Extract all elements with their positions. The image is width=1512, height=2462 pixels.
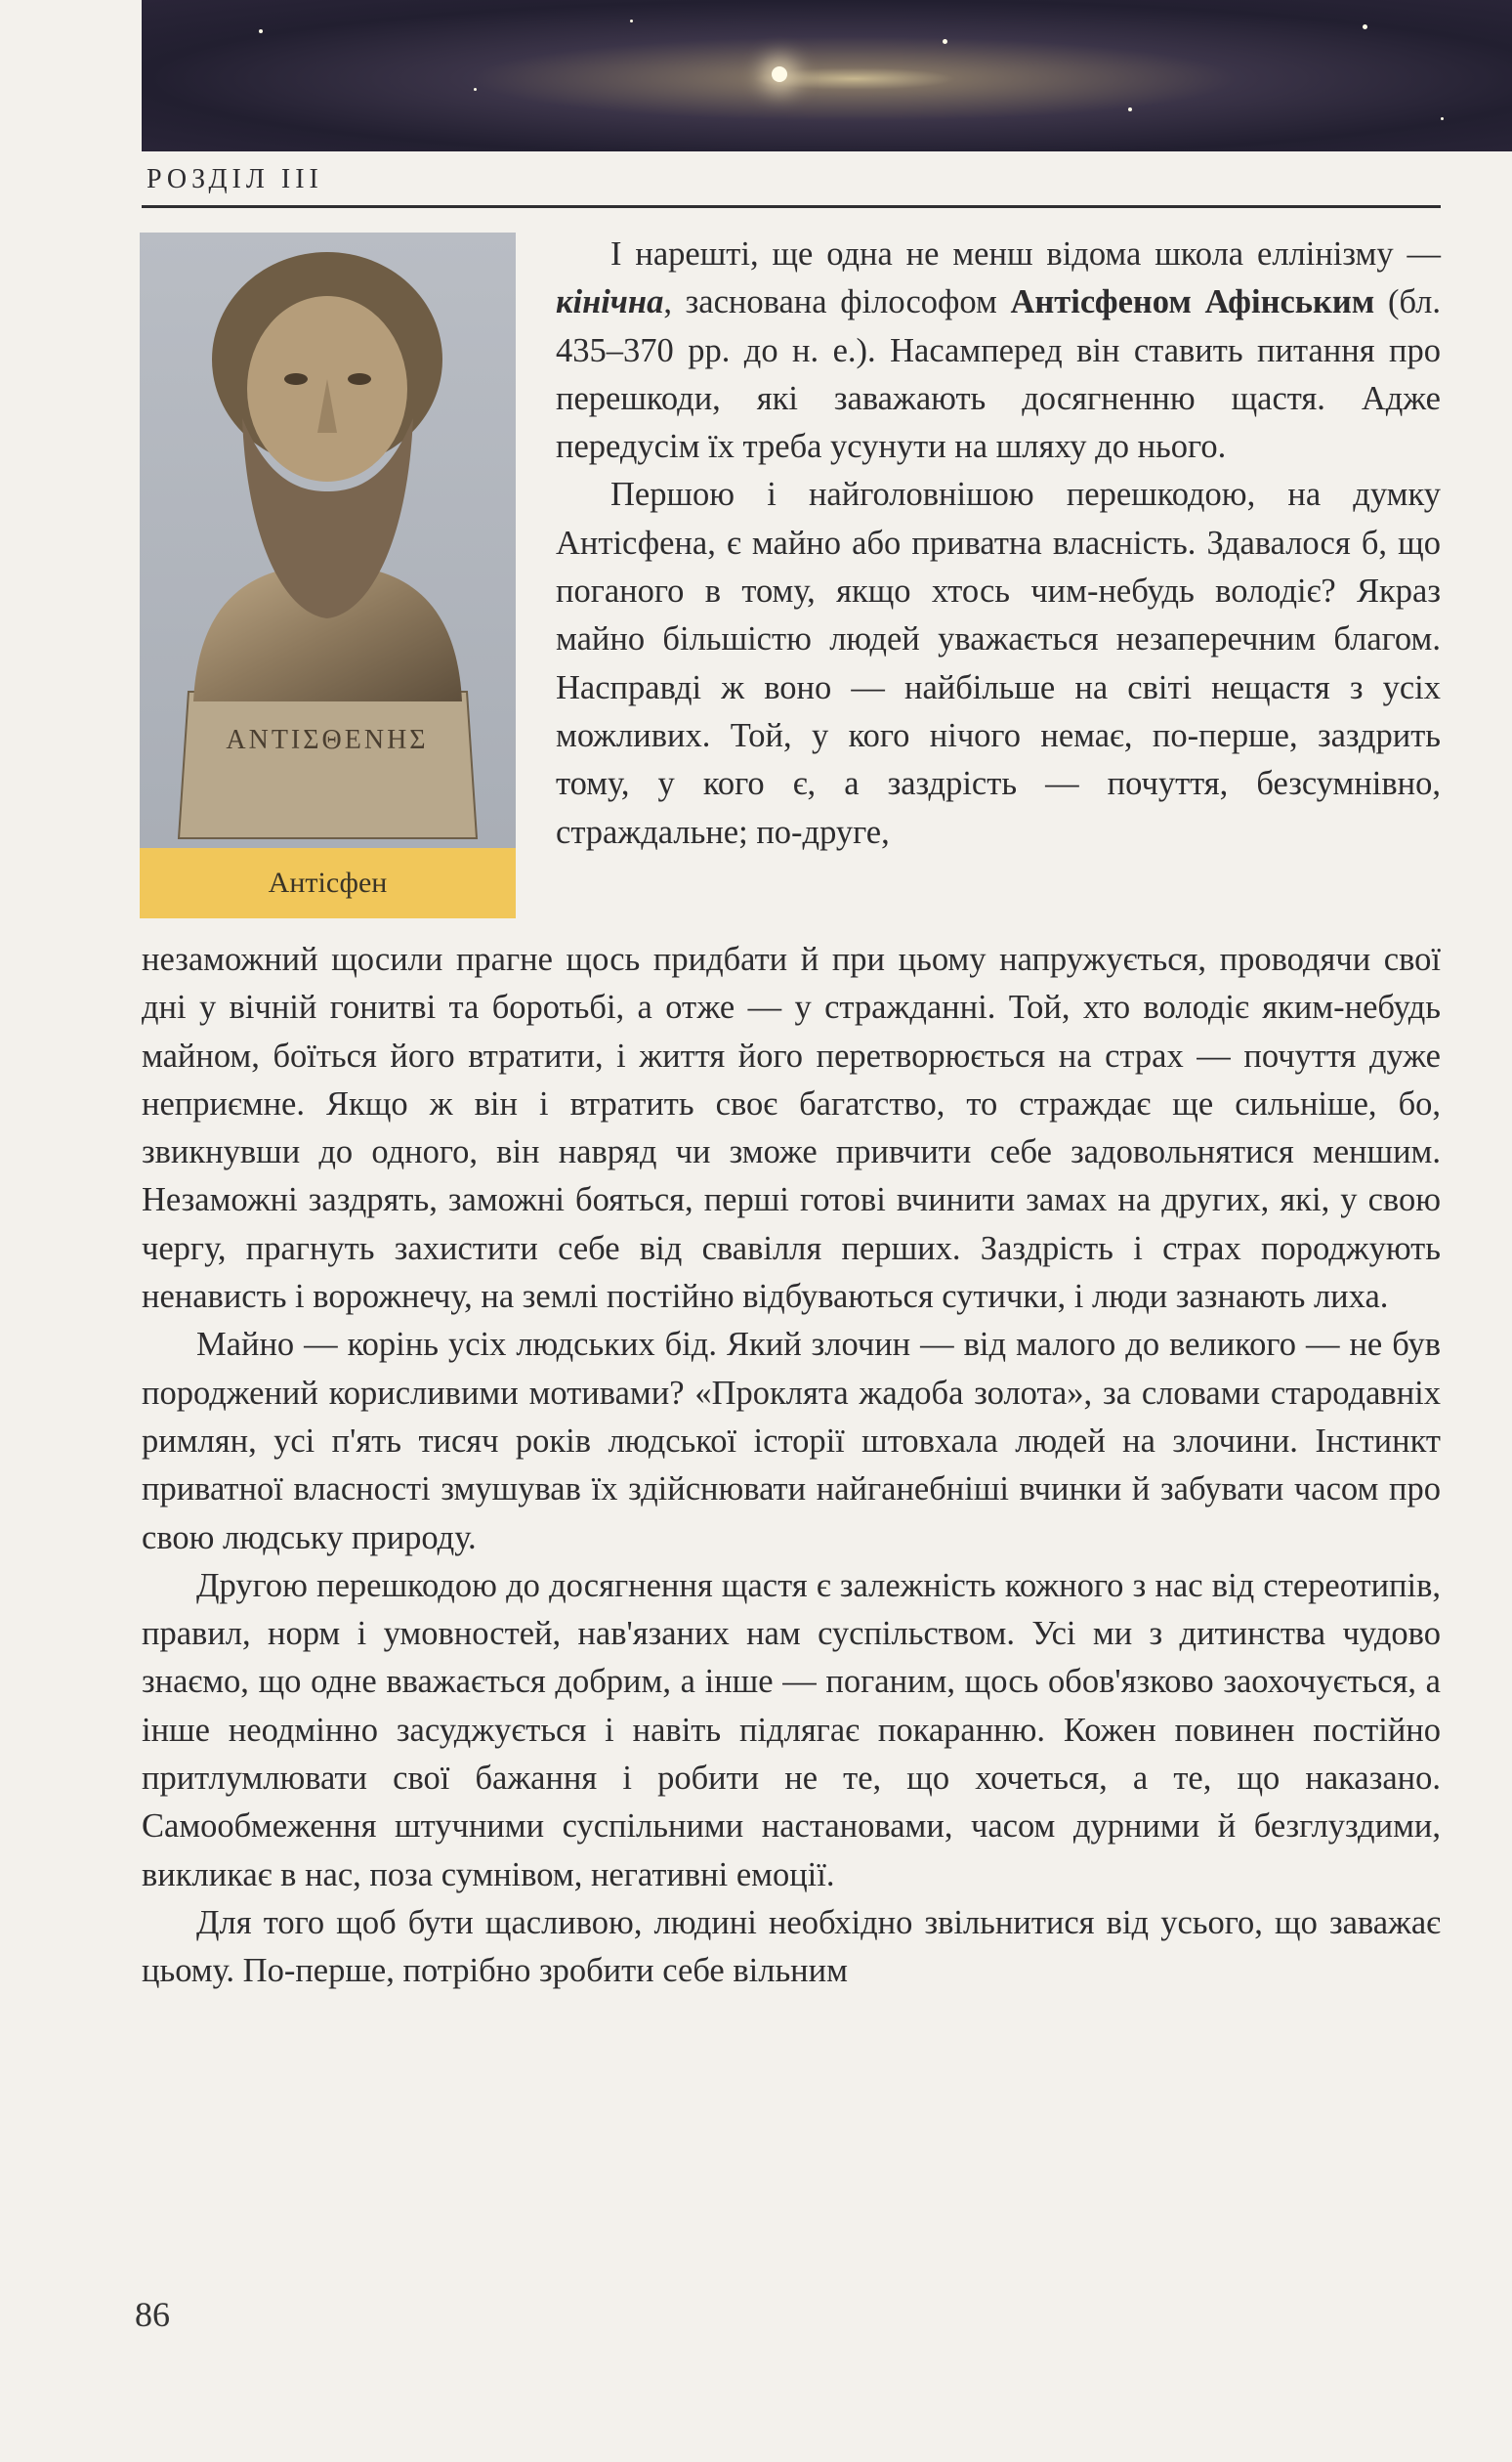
text-column-beside-figure [556, 231, 1441, 857]
bright-star [772, 66, 787, 82]
bust-inscription: ΑΝΤΙΣΘΕΝΗΣ [226, 725, 429, 755]
star [474, 88, 477, 91]
star [1128, 107, 1132, 111]
star [1363, 24, 1367, 29]
term-cynic-school: кінічна [556, 283, 664, 321]
antisthenes-bust-photo [140, 233, 516, 848]
header-rule [142, 205, 1441, 208]
text-column-full-width [142, 936, 1441, 1996]
paragraph-2-start: Першою і найголовнішою перешкодою, на думку Антісфена, є майно або приватна власність. Здавалося б, що поганого в тому, якщо хтось чим-небудь володіє? Якраз майно більшістю людей уважається незаперечним благом. Насправді ж воно — найбільше на світі нещастя з усіх можливих. Той, у кого нічого немає, по-перше, заздрить тому, у кого є, а заздрість — почуття, безсумнівно, страждальне; по-друге, [556, 476, 1441, 851]
paragraph-1-text: (бл. 435–370 рр. до н. е.). Насамперед він ставить питання про перешкоди, які заважають досягненню щастя. Адже передусім їх треба усунути на шляху до нього. [556, 283, 1442, 466]
page-number: 86 [135, 2295, 170, 2334]
star [1441, 117, 1444, 120]
figure-caption: Антісфен [140, 848, 516, 918]
paragraph-2-continued: незаможний щосили прагне щось придбати й при цьому напружується, проводячи свої дні у вічній гонитві та боротьбі, а отже — у стражданні. Той, хто володіє яким-небудь майном, боїться його втратити, і життя його перетворюється на страх — почуття дуже неприємне. Якщо ж він і втратить своє багатство, то страждає ще сильніше, бо, звикнувши до одного, він навряд чи зможе привчити себе задовольнятися меншим. Незаможні заздрять, заможні бояться, перші готові вчинити замах на других, які, у свою чергу, прагнуть захистити себе від свавілля перших. Заздрість і страх породжують ненависть і ворожнечу, на землі постійно відбуваються сутички, і люди зазнають лиха. [142, 941, 1441, 1316]
starfield-banner [142, 0, 1512, 151]
star [943, 39, 947, 44]
paragraph-4: Другою перешкодою до досягнення щастя є залежність кожного з нас від стереотипів, правил, норм і умовностей, нав'язаних нам суспільством. Усі ми з дитинства чудово знаємо, що одне вважається добрим, а інше — поганим, щось обов'язково заохочується, а інше неодмінно засуджується і навіть підлягає покаранню. Кожен повинен постійно притлумлювати свої бажання і робити не те, що хочеться, а те, що наказано. Самообмеження штучними суспільними настановами, часом дурними й безглуздими, викликає в нас, поза сумнівом, негативні емоції. [142, 1566, 1441, 1893]
paragraph-1 [556, 231, 1441, 471]
section-label: РОЗДІЛ III [147, 164, 323, 194]
paragraph-5: Для того щоб бути щасливою, людині необхідно звільнитися від усього, що заважає цьому. По-перше, потрібно зробити себе вільним [142, 1903, 1441, 1990]
star [630, 20, 633, 22]
star [259, 29, 263, 33]
paragraph-1-text: І нарешті, ще одна не менш відома школа еллінізму — [610, 235, 1441, 273]
term-antisthenes: Антісфеном Афінським [1010, 283, 1375, 321]
bust-illustration [140, 233, 516, 848]
paragraph-1-text: , заснована філософом [663, 283, 1011, 321]
paragraph-3: Майно — корінь усіх людських бід. Який злочин — від малого до великого — не був породжений корисливими мотивами? «Проклята жадоба золота», за словами стародавніх римлян, усі п'ять тисяч років людської історії штовхала людей на злочини. Інстинкт приватної власності змушував їх здійснювати найганебніші вчинки й забувати часом про свою людську природу. [142, 1326, 1441, 1556]
